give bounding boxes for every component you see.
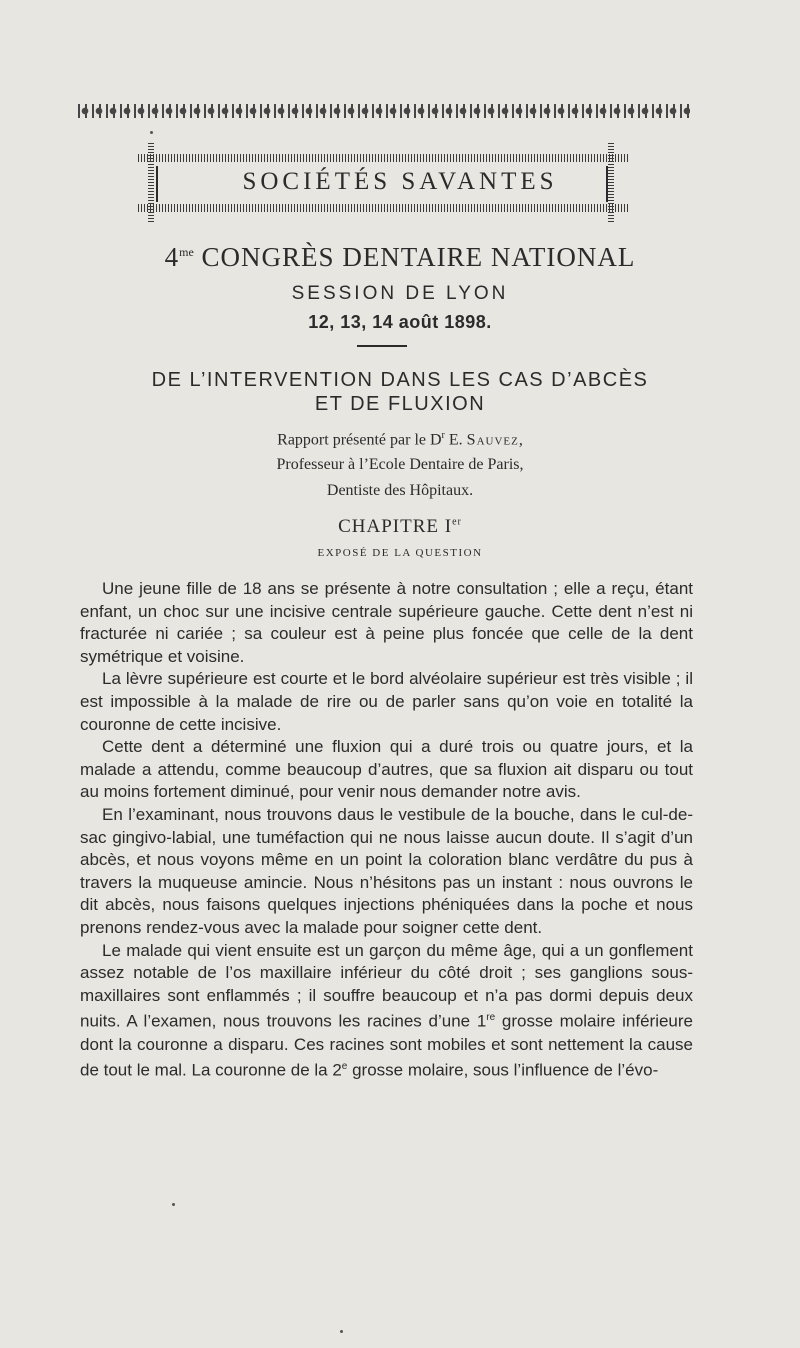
byline-initial: E.: [444, 431, 467, 449]
body-text: [80, 578, 693, 1082]
paper-speck: [340, 1330, 343, 1333]
affiliation-line1: Professeur à l’Ecole Dentaire de Paris,: [276, 456, 524, 473]
affiliation-line2: Dentiste des Hôpitaux.: [326, 482, 474, 499]
paragraph-5-sup-2: e: [341, 1061, 348, 1073]
paragraph-5: [80, 940, 693, 1083]
paragraph-5-sup-1: re: [486, 1012, 496, 1024]
chapter-title-sup: er: [452, 516, 462, 528]
byline-prefix: Rapport présenté par le D: [277, 431, 442, 449]
byline-end: ,: [518, 431, 523, 449]
frame-hatch-top: [138, 154, 628, 162]
paragraph-4: En l’examinant, nous trouvons daus le vestibule de la bouche, dans le cul-de-sac gingivo-labial, une tuméfaction qui ne nous laisse aucun doute. Il s’agit d’un abcès, et nous voyons même en un point la coloration blanc verdâtre du pus à travers la muqueuse amincie. Nous n’hésitons pas un instant : nous ouvrons le dit abcès, nous faisons quelques injections phéniquées dans la poche et nous prenons rendez-vous avec la malade pour soigner cette dent.: [80, 804, 693, 937]
paper-speck: [150, 131, 153, 134]
author-name: Sauvez: [466, 431, 519, 449]
article-title-line1: DE L’INTERVENTION DANS LES CAS D’ABCÈS: [151, 369, 649, 391]
article-title-line2: ET DE FLUXION: [314, 393, 486, 415]
ornament-band: [78, 104, 690, 118]
section-title: SOCIÉTÉS SAVANTES: [242, 168, 558, 195]
congress-number-suffix: me: [179, 245, 194, 259]
paragraph-5-part-b: grosse molaire inférieure dont la couronne a disparu. Ces racines sont mobiles et sont nettement la cause de tout le mal. La couronne de la 2: [80, 1011, 693, 1080]
byline: [0, 430, 800, 449]
congress-name: CONGRÈS DENTAIRE NATIONAL: [201, 242, 636, 272]
session-dates: 12, 13, 14 août 1898.: [308, 312, 492, 332]
chapter-title-text: CHAPITRE I: [338, 516, 453, 537]
session-name: SESSION DE LYON: [291, 283, 509, 304]
paragraph-1: Une jeune fille de 18 ans se présente à notre consultation ; elle a reçu, étant enfant, un choc sur une incisive centrale supérieure gauche. Cette dent n’est ni fracturée ni cariée ; sa couleur est à peine plus foncée que celle de la dent symétrique et voisine.: [80, 579, 693, 666]
paragraph-2: La lèvre supérieure est courte et le bord alvéolaire supérieur est très visible ; il est impossible à la malade de rire ou de parler sans qu’on voie en totalité la couronne de cette incisive.: [80, 669, 693, 734]
congress-number: 4: [164, 242, 180, 272]
chapter-title: [0, 516, 800, 538]
congress-title: [0, 242, 800, 273]
byline-sup: r: [441, 430, 445, 441]
paragraph-5-part-c: grosse molaire, sous l’influence de l’évo-: [347, 1060, 659, 1080]
paragraph-3: Cette dent a déterminé une fluxion qui a duré trois ou quatre jours, et la malade a attendu, comme beaucoup d’autres, que sa fluxion ait disparu ou tout au moins fortement diminué, pour venir nous demander notre avis.: [80, 737, 693, 802]
frame-hatch-bottom: [138, 204, 628, 212]
paper-speck: [172, 1203, 175, 1206]
chapter-subtitle: EXPOSÉ DE LA QUESTION: [317, 547, 483, 559]
paragraph-5-part-a: Le malade qui vient ensuite est un garçon du même âge, qui a un gonflement assez notable de l’os maxillaire inférieur du côté droit ; ses ganglions sous-maxillaires sont enflammés ; il souffre beaucoup et n’a pas dormi depuis deux nuits. A l’examen, nous trouvons les racines d’une 1: [80, 940, 693, 1031]
divider-rule: [357, 345, 407, 347]
